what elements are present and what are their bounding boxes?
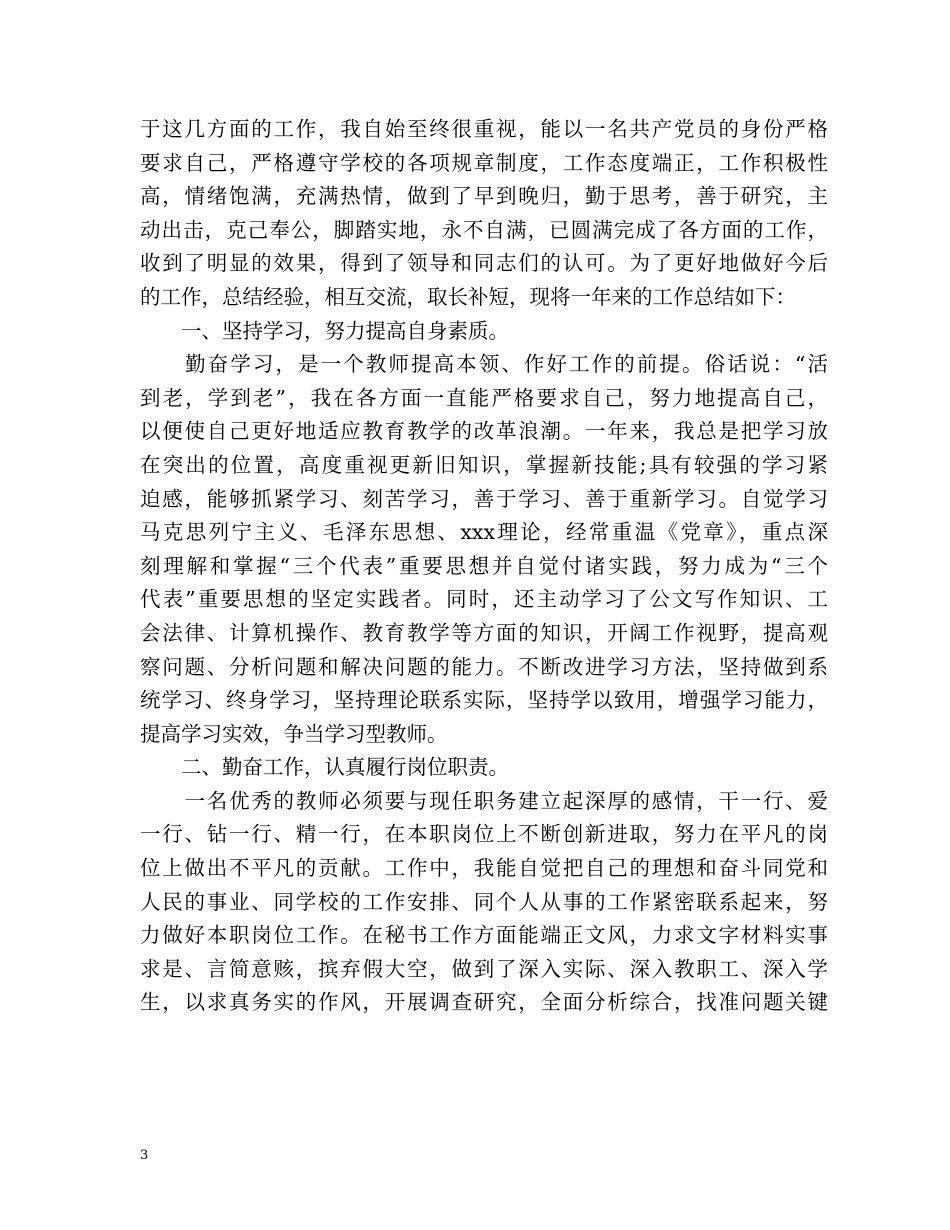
body-text <box>140 113 828 1020</box>
text-line: 一行、钻一行、精一行，在本职岗位上不断创新进取，努力在平凡的岗 <box>140 822 828 847</box>
text-line: 于这几方面的工作，我自始至终很重视，能以一名共产党员的身份严格 <box>140 117 828 141</box>
text-line: 求是、言简意赅，摈弃假大空，做到了深入实际、深入教职工、深入学 <box>140 956 828 981</box>
text-line: 统学习、终身学习，坚持理论联系实际，坚持学以致用，增强学习能力， <box>140 688 828 713</box>
page-number: 3 <box>140 1148 149 1163</box>
text-line: 在突出的位置，高度重视更新旧知识，掌握新技能;具有较强的学习紧 <box>140 452 828 477</box>
text-line: 会法律、计算机操作、教育教学等方面的知识，开阔工作视野，提高观 <box>140 620 828 645</box>
text-line: 迫感，能够抓紧学习、刻苦学习，善于学习、善于重新学习。自觉学习 <box>140 486 828 511</box>
section-heading: 一、坚持学习，努力提高自身素质。 <box>140 318 509 343</box>
section-heading: 二、勤奋工作，认真履行岗位职责。 <box>140 755 509 780</box>
text-line: 动出击，克己奉公，脚踏实地，永不自满，已圆满完成了各方面的工作， <box>140 217 828 242</box>
text-line: 察问题、分析问题和解决问题的能力。不断改进学习方法，坚持做到系 <box>140 654 828 679</box>
text-line: 马克思列宁主义、毛泽东思想、xxx理论，经常重温《党章》，重点深 <box>140 520 828 545</box>
text-line: 提高学习实效，争当学习型教师。 <box>140 721 448 746</box>
text-line: 以便使自己更好地适应教育教学的改革浪潮。一年来，我总是把学习放 <box>140 419 828 444</box>
text-line: 生，以求真务实的作风，开展调查研究，全面分析综合，找准问题关键 <box>140 990 828 1015</box>
text-line: 力做好本职岗位工作。在秘书工作方面能端正文风，力求文字材料实事 <box>140 923 828 948</box>
text-line: 到老，学到老”，我在各方面一直能严格要求自己，努力地提高自己， <box>140 385 828 410</box>
text-line: 要求自己，严格遵守学校的各项规章制度，工作态度端正，工作积极性 <box>140 150 828 175</box>
text-line: 刻理解和掌握“三个代表”重要思想并自觉付诸实践，努力成为“三个 <box>140 553 828 578</box>
text-line: 代表”重要思想的坚定实践者。同时，还主动学习了公文写作知识、工 <box>140 587 828 612</box>
text-line: 勤奋学习，是一个教师提高本领、作好工作的前提。俗话说：“活 <box>140 352 828 377</box>
text-line: 高，情绪饱满，充满热情，做到了早到晚归，勤于思考，善于研究，主 <box>140 184 828 209</box>
text-line: 收到了明显的效果，得到了领导和同志们的认可。为了更好地做好今后 <box>140 251 828 276</box>
text-line: 一名优秀的教师必须要与现任职务建立起深厚的感情，干一行、爱 <box>140 788 828 813</box>
text-line: 的工作，总结经验，相互交流，取长补短，现将一年来的工作总结如下： <box>140 284 796 309</box>
text-line: 位上做出不平凡的贡献。工作中，我能自觉把自己的理想和奋斗同党和 <box>140 856 828 881</box>
text-line: 人民的事业、同学校的工作安排、同个人从事的工作紧密联系起来，努 <box>140 889 828 914</box>
